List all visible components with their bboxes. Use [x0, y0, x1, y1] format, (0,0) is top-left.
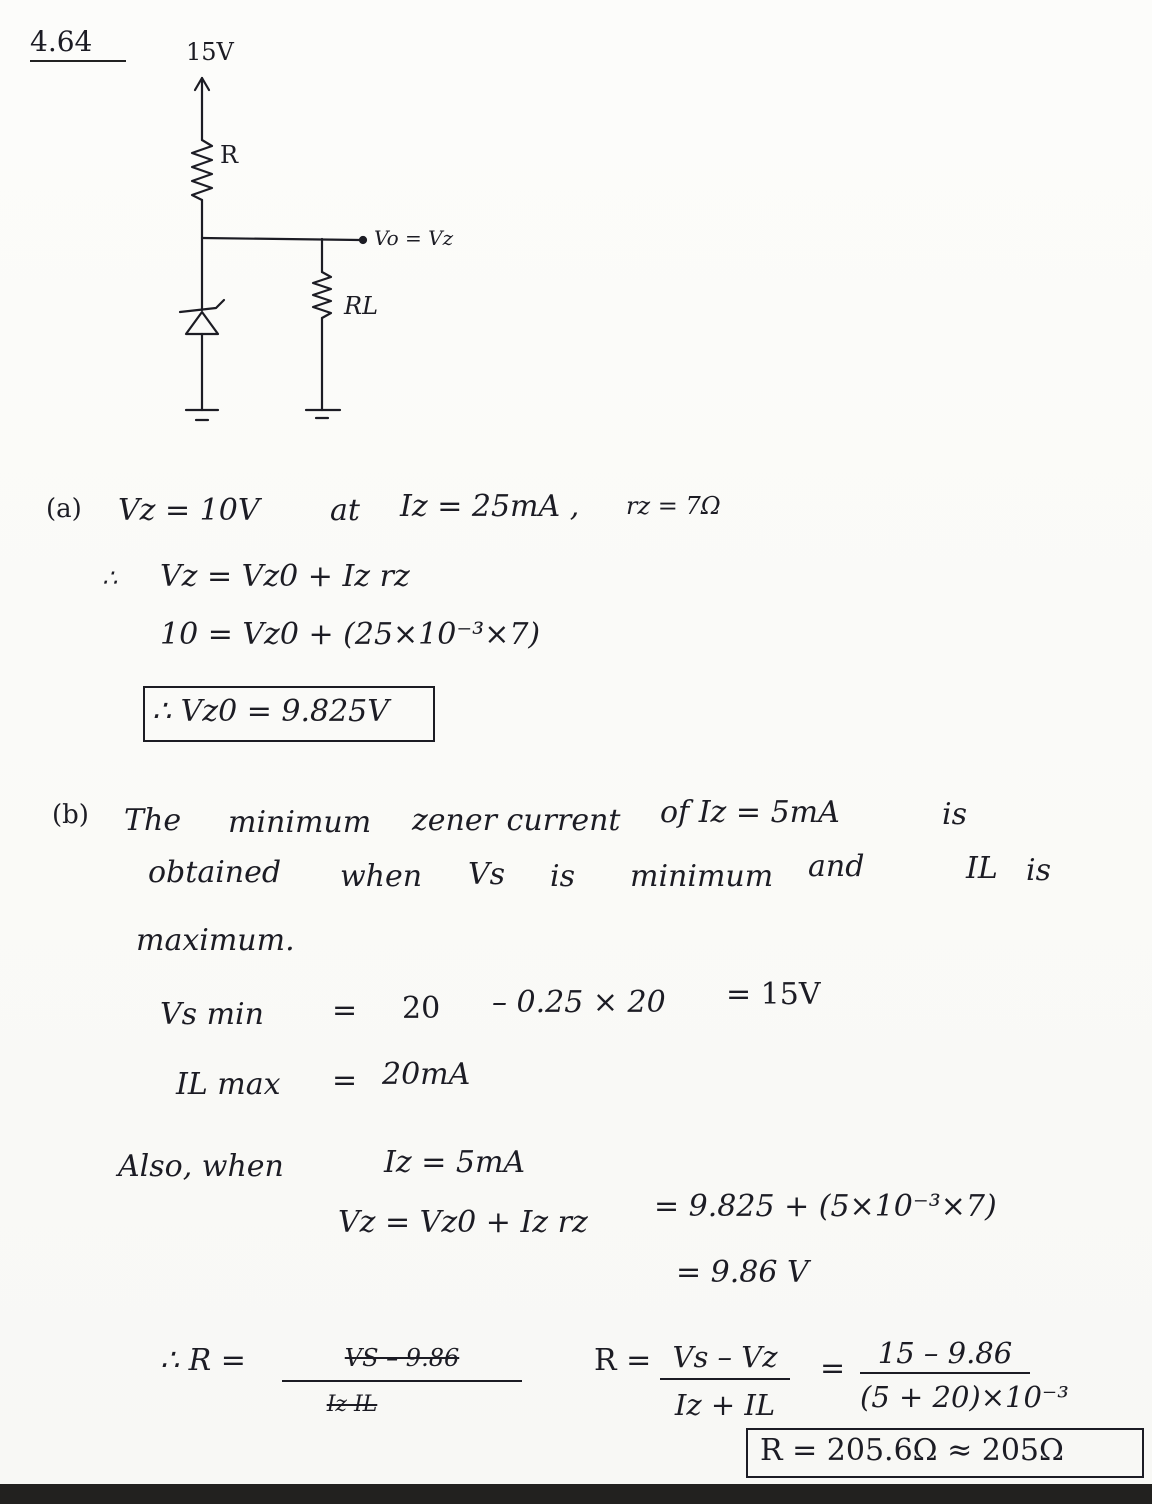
il-max-eq: =	[332, 1063, 358, 1098]
given-vz: Vz = 10V	[118, 493, 260, 528]
r-formula-bar	[660, 1378, 790, 1380]
r-crossed-num: VS – 9.86	[344, 1344, 460, 1372]
b-line2-w3: Vs	[468, 857, 506, 892]
b-line1-w5: is	[942, 797, 967, 832]
given-at: at	[330, 493, 360, 528]
r-formula-num: Vs – Vz	[672, 1340, 778, 1374]
supply-label: 15V	[186, 38, 234, 66]
output-node	[360, 237, 366, 243]
part-b-heading: (b)	[52, 800, 89, 830]
eq1: Vz = Vz0 + Iz rz	[160, 559, 410, 594]
r-eq: =	[820, 1351, 846, 1386]
il-max-label: IL max	[176, 1067, 281, 1102]
r-val-num: 15 – 9.86	[877, 1336, 1013, 1370]
output-label: Vo = Vz	[374, 226, 454, 250]
b-line2-w5: minimum	[630, 859, 774, 894]
page-bottom-edge	[0, 1484, 1152, 1504]
given-rz: rz = 7Ω	[626, 492, 721, 520]
b-line2-w2: when	[340, 859, 423, 894]
vz-result: = 9.86 V	[676, 1255, 809, 1290]
given-iz: Iz = 25mA ,	[400, 489, 580, 524]
b-line2-w4: is	[550, 859, 575, 894]
final-result: R = 205.6Ω ≈ 205Ω	[760, 1433, 1064, 1468]
b-line2-w1: obtained	[148, 855, 282, 890]
r-formula-den: Iz + IL	[674, 1388, 776, 1422]
vs-min-a: 20	[402, 991, 441, 1026]
b-line1-w4: of Iz = 5mA	[660, 795, 840, 830]
also-iz: Iz = 5mA	[384, 1145, 526, 1180]
vs-min-eq: =	[332, 993, 358, 1028]
r-val-bar	[860, 1372, 1030, 1374]
il-max-val: 20mA	[382, 1057, 471, 1092]
r-prefix: ∴ R =	[160, 1343, 246, 1378]
result-a: ∴ Vz0 = 9.825V	[152, 694, 389, 729]
load-label: RL	[344, 292, 379, 320]
b-line2-w6: and	[808, 849, 865, 884]
b-line1-w2: minimum	[228, 805, 372, 840]
r-crossed-den: Iz IL	[326, 1392, 378, 1417]
resistor-label: R	[220, 141, 239, 169]
zener-diode-icon	[186, 312, 218, 334]
vz-eq: Vz = Vz0 + Iz rz	[338, 1205, 588, 1240]
vs-min-res: = 15V	[726, 977, 821, 1012]
vz-calc: = 9.825 + (5×10⁻³×7)	[654, 1189, 997, 1224]
b-line1-w1: The	[124, 803, 182, 838]
also-line: Also, when	[118, 1149, 284, 1184]
r-formula-lhs: R =	[594, 1343, 652, 1378]
r-val-den: (5 + 20)×10⁻³	[860, 1380, 1069, 1414]
vs-min-b: – 0.25 × 20	[492, 985, 666, 1020]
b-line1-w3: zener current	[412, 803, 621, 838]
zener-circuit-diagram	[0, 0, 1152, 460]
part-a-heading: (a)	[46, 494, 82, 524]
b-line2-w8: is	[1026, 853, 1051, 888]
problem-number: 4.64	[30, 25, 93, 58]
eq1-prefix: ∴	[102, 564, 118, 592]
eq2: 10 = Vz0 + (25×10⁻³×7)	[160, 617, 541, 652]
resistor-r-symbol	[192, 140, 212, 200]
load-resistor-symbol	[313, 272, 331, 318]
b-line2-w7: IL	[966, 851, 998, 886]
output-wire	[202, 238, 360, 240]
r-crossed-bar	[282, 1380, 522, 1382]
b-line3: maximum.	[136, 923, 295, 958]
vs-min-label: Vs min	[160, 997, 264, 1032]
